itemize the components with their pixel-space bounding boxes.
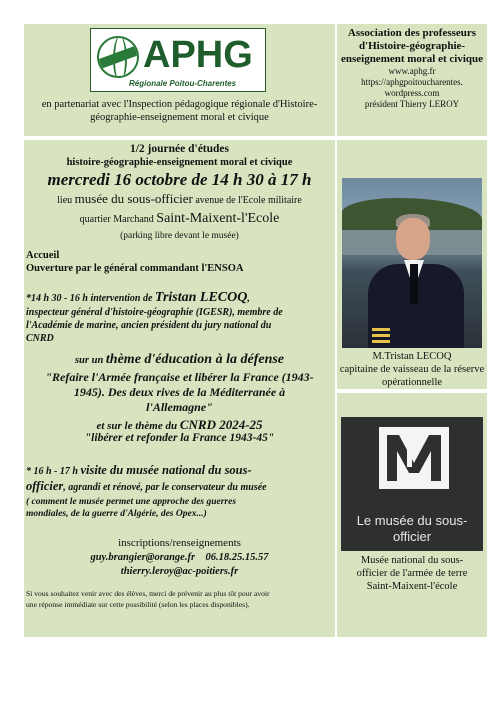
president-name: président Thierry LEROY: [364, 99, 460, 109]
parking-note: (parking libre devant le musée): [120, 231, 239, 241]
cnrd-quote: "libérer et refonder la France 1943-45": [84, 432, 275, 444]
theme-quote-line1: "Refaire l'Armée française et libérer la France (1943-: [45, 370, 314, 384]
speaker-desc-line1: inspecteur général d'histoire-géographie (IGESR), membre de: [26, 307, 283, 318]
quartier-line: [24, 212, 335, 227]
subject-line: histoire-géographie-enseignement moral et civique: [66, 157, 293, 168]
visit-title: visite du musée national du sous-: [80, 463, 252, 477]
theme-quote-line2: 1945). Des deux rives de la Méditerranée à: [73, 385, 286, 399]
lieu-prefix: lieu: [57, 195, 73, 206]
accueil-label: Accueil: [26, 250, 60, 261]
inscriptions-label: inscriptions/renseignements: [118, 537, 241, 549]
header-left-panel: [24, 24, 335, 136]
cnrd-label: CNRD 2024-25: [179, 417, 263, 432]
half-day-title: 1/2 journée d'études: [129, 143, 230, 155]
city-name: Saint-Maixent-l'Ecole: [156, 211, 280, 226]
museum-logo-icon: [379, 427, 449, 489]
museum-image: [341, 417, 483, 551]
theme-title: thème d'éducation à la défense: [105, 352, 285, 367]
speaker-photo-panel: [337, 140, 487, 389]
museum-caption: [337, 554, 487, 593]
visit-desc: , agrandi et rénové, par le conservateur du musée: [63, 482, 267, 493]
museum-caption-line3: Saint-Maixent-l'école: [366, 581, 458, 592]
museum-name: musée du sous-officier: [74, 191, 193, 206]
museum-panel: [337, 393, 487, 637]
association-title: Association des professeurs d'Histoire-géographie-enseignement moral et civique: [340, 27, 484, 65]
main-content-panel: [24, 140, 335, 637]
association-panel: [337, 24, 487, 136]
slot1-time: *14 h 30 - 16 h intervention de: [26, 293, 153, 304]
location-line: [24, 192, 335, 208]
website-link[interactable]: www.aphg.fr: [388, 66, 436, 76]
speaker-desc-line2: l'Académie de marine, ancien président du jury national du: [26, 320, 272, 331]
partner-text: en partenariat avec l'Inspection pédagogique régionale d'Histoire-géographie-enseignement moral et civique: [41, 99, 318, 123]
slot2-line: [26, 462, 337, 480]
slot2-time: * 16 h - 17 h: [26, 466, 78, 477]
wordpress-link-part1[interactable]: https://aphgpoitoucharentes.: [361, 77, 463, 87]
museum-caption-line1: Musée national du sous-: [360, 555, 464, 566]
aphg-logo: [90, 28, 266, 92]
theme-line: [24, 351, 335, 369]
visit-line2: [26, 479, 337, 495]
museum-image-caption-line2: officier: [392, 529, 432, 544]
contact-guy[interactable]: guy.brangier@orange.fr 06.18.25.15.57: [90, 552, 269, 563]
visit-paren-line1: ( comment le musée permet une approche des guerres: [26, 497, 237, 507]
logo-subtitle: Régionale Poitou-Charentes: [129, 79, 237, 88]
wordpress-link-part2[interactable]: wordpress.com: [384, 88, 440, 98]
theme-prefix: sur un: [74, 355, 104, 366]
visit-title2: officier: [26, 479, 64, 493]
speaker-desc-line3: CNRD: [26, 333, 54, 344]
speaker-caption-role: capitaine de vaisseau de la réserve opérationnelle: [339, 364, 485, 388]
museum-image-caption-line1: Le musée du sous-: [356, 513, 468, 528]
students-note: [26, 588, 337, 610]
museum-image-caption: [341, 513, 483, 545]
globe-icon: [97, 36, 139, 78]
students-note-line2: une réponse immédiate sur cette possibilité (selon les places disponibles).: [26, 600, 250, 609]
speaker-name: Tristan LECOQ: [154, 290, 248, 305]
visit-paren-line2: mondiales, de la guerre d'Algérie, des Opex...): [26, 509, 207, 519]
logo-title: APHG: [143, 34, 253, 76]
contact-thierry[interactable]: thierry.leroy@ac-poitiers.fr: [120, 566, 239, 577]
students-note-line1: Si vous souhaitez venir avec des élèves, merci de prévenir au plus tôt pour avoir: [26, 589, 270, 598]
speaker-desc: [26, 306, 337, 345]
quartier-name: quartier Marchand: [79, 214, 154, 225]
speaker-photo: [342, 178, 482, 348]
ouverture-line: Ouverture par le général commandant l'ENSOA: [26, 263, 244, 274]
event-date: mercredi 16 octobre de 14 h 30 à 17 h: [47, 170, 312, 189]
visit-parenthesis: [26, 496, 337, 520]
slot1-line: *14 h 30 - 16 h intervention de Tristan LECOQ,: [26, 290, 250, 305]
theme-quote: [24, 370, 335, 415]
speaker-caption-name: M.Tristan LECOQ: [372, 351, 452, 362]
theme-quote-line3: l'Allemagne": [146, 400, 213, 414]
cnrd-prefix: et sur le thème du: [96, 420, 178, 432]
photo-caption: [337, 350, 487, 389]
museum-caption-line2: officier de l'armée de terre: [356, 568, 468, 579]
museum-address: avenue de l'Ecole militaire: [195, 195, 302, 206]
